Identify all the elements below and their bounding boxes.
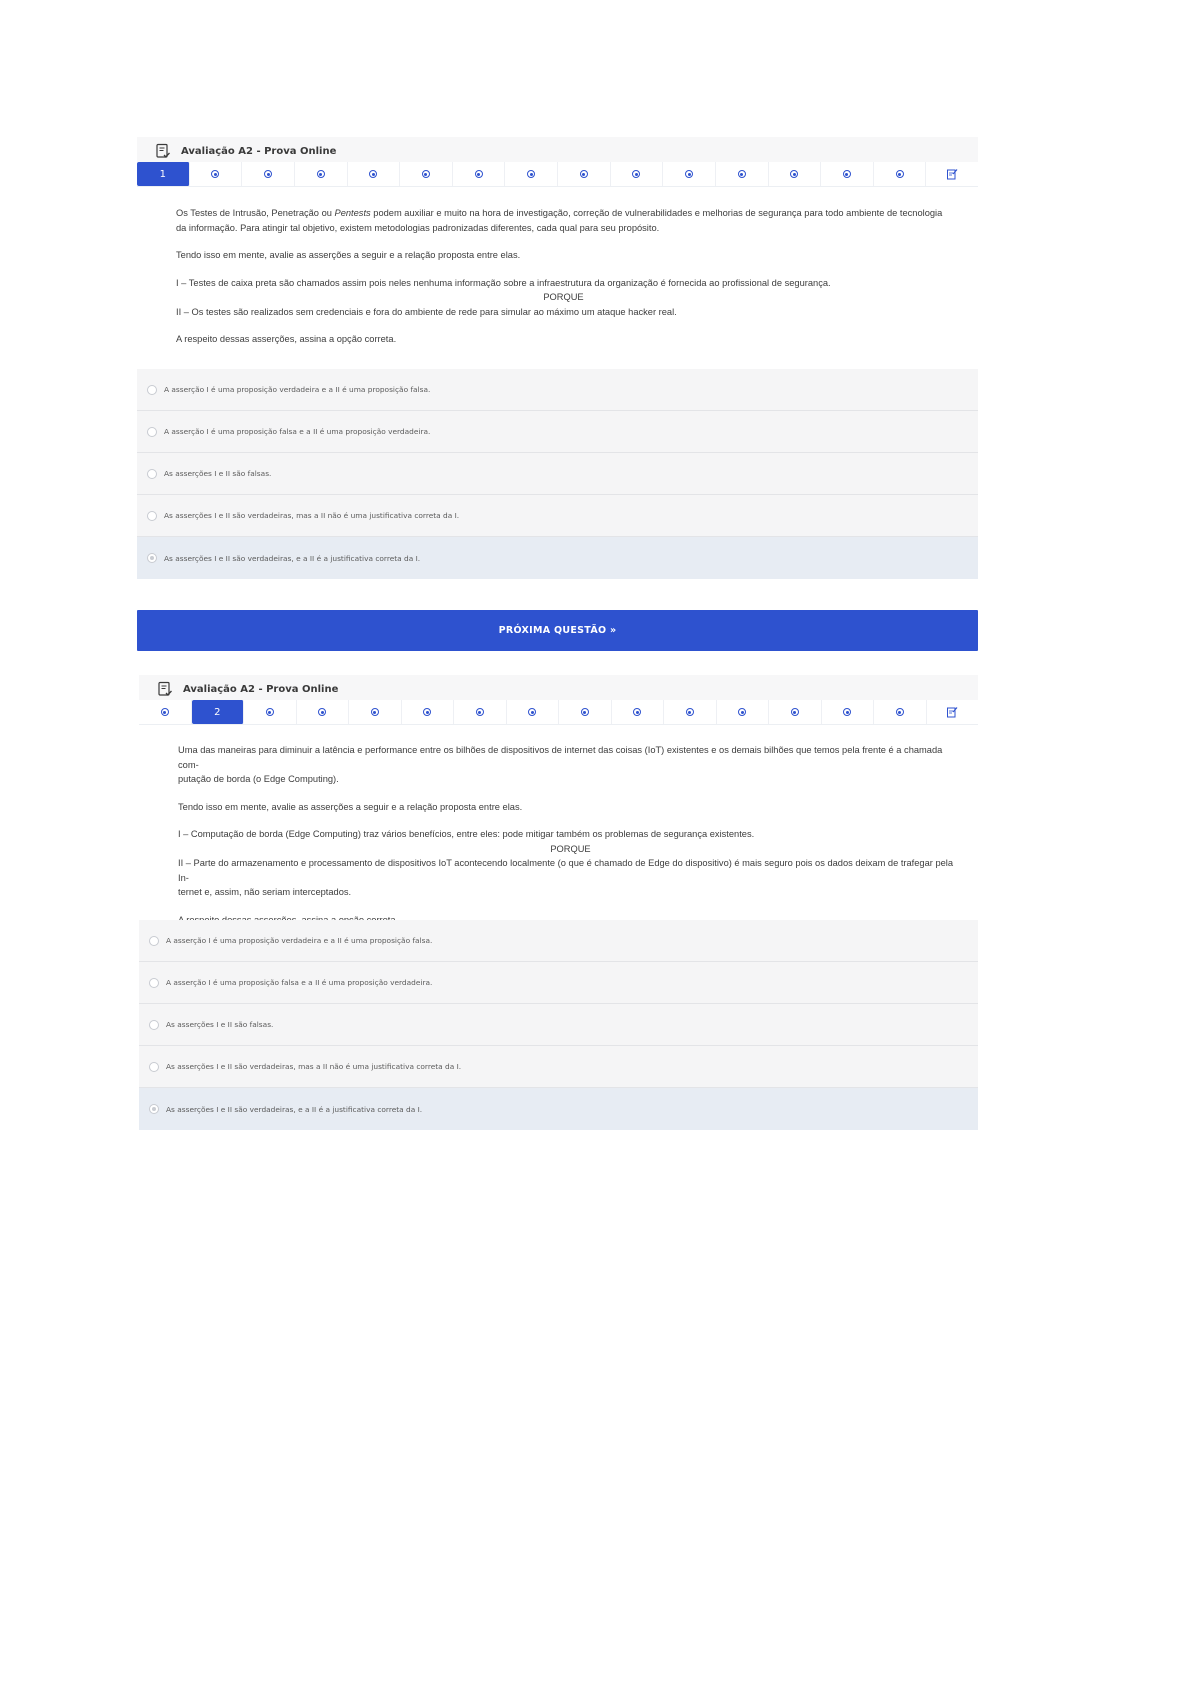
intro-text: Os Testes de Intrusão, Penetração ou [176,208,335,218]
option-label: As asserções I e II são verdadeiras, e a II é a justificativa correta da I. [164,553,421,563]
answered-dot-icon [633,708,641,716]
answered-dot-icon [738,708,746,716]
nav-question-11[interactable] [663,162,716,186]
answered-dot-icon [843,170,851,178]
nav-question-8[interactable] [507,700,560,724]
answered-dot-icon [896,170,904,178]
nav-question-1[interactable] [139,700,192,724]
panel-header [137,137,978,165]
assertion-2-cont: ternet e, assim, não seriam interceptados. [178,887,352,897]
option-label: A asserção I é uma proposição falsa e a II é uma proposição verdadeira. [164,427,431,436]
nav-question-6[interactable] [400,162,453,186]
nav-question-15[interactable] [874,162,927,186]
answered-dot-icon [791,708,799,716]
answered-dot-icon [738,170,746,178]
nav-question-12[interactable] [716,162,769,186]
question-panel-2 [139,675,978,1147]
nav-question-9[interactable] [558,162,611,186]
option-label: A asserção I é uma proposição falsa e a II é uma proposição verdadeira. [166,978,433,987]
answer-option-e[interactable] [137,537,978,579]
question-intro: Uma das maneiras para diminuir a latência e performance entre os bilhões de dispositivos de internet das coisas (IoT) existentes e os demais bilhões que temos pela frente é a chamada com- [178,745,943,770]
radio-icon[interactable] [149,936,159,946]
answered-dot-icon [266,708,274,716]
page-title: Avaliação A2 - Prova Online [183,683,339,695]
answered-dot-icon [527,170,535,178]
answered-dot-icon [423,708,431,716]
answer-option-d[interactable] [137,495,978,537]
question-statement [176,206,951,347]
nav-question-10[interactable] [612,700,665,724]
nav-question-15[interactable] [874,700,927,724]
question-closing: A respeito dessas asserções, assina a opção correta. [176,334,397,344]
page-title: Avaliação A2 - Prova Online [181,145,337,157]
answered-dot-icon [685,170,693,178]
option-label: As asserções I e II são falsas. [166,1020,274,1029]
nav-question-3[interactable] [244,700,297,724]
option-label: A asserção I é uma proposição verdadeira e a II é uma proposição falsa. [164,385,431,394]
nav-question-8[interactable] [505,162,558,186]
nav-question-6[interactable] [402,700,455,724]
answer-options [139,920,978,1130]
assertion-2: II – Os testes são realizados sem credenciais e fora do ambiente de rede para simular ao máximo um ataque hacker real. [176,306,677,317]
radio-icon[interactable] [149,1020,159,1030]
next-question-button[interactable]: PRÓXIMA QUESTÃO » [137,610,978,651]
answered-dot-icon [161,708,169,716]
radio-icon[interactable] [147,469,157,479]
nav-question-7[interactable] [453,162,506,186]
nav-question-5[interactable] [348,162,401,186]
nav-question-5[interactable] [349,700,402,724]
nav-question-7[interactable] [454,700,507,724]
nav-question-13[interactable] [769,700,822,724]
radio-icon[interactable] [147,511,157,521]
answered-dot-icon [318,708,326,716]
answer-option-a[interactable] [139,920,978,962]
nav-question-10[interactable] [611,162,664,186]
intro-text-cont: podem auxiliar e muito na hora de investigação, correção de vulnerabilidades e melhorias de segurança para todo ambiente de tecnologia da informação. Para atingir tal objetivo, existem metodologias padronizadas diferentes, cada qual para seu propósito. [176,208,943,233]
radio-icon[interactable] [147,427,157,437]
nav-question-9[interactable] [559,700,612,724]
answered-dot-icon [581,708,589,716]
answer-options [137,369,978,579]
nav-question-13[interactable] [769,162,822,186]
option-label: A asserção I é uma proposição verdadeira e a II é uma proposição falsa. [166,936,433,945]
answer-option-d[interactable] [139,1046,978,1088]
question-instruction: Tendo isso em mente, avalie as asserções a seguir e a relação proposta entre elas. [178,801,523,812]
answered-dot-icon [790,170,798,178]
answered-dot-icon [528,708,536,716]
question-statement [178,743,963,927]
radio-selected-icon[interactable] [147,553,157,563]
assertion-1: I – Computação de borda (Edge Computing) traz vários benefícios, entre eles: pode mitigar também os problemas de segurança existentes. [178,829,755,839]
assertion-connector: PORQUE [550,843,591,854]
answered-dot-icon [580,170,588,178]
nav-question-11[interactable] [664,700,717,724]
option-label: As asserções I e II são verdadeiras, mas a II não é uma justificativa correta da I. [166,1062,462,1071]
answered-dot-icon [476,708,484,716]
assertion-connector: PORQUE [543,292,584,302]
question-panel-1 [137,137,978,597]
question-intro [176,206,951,235]
assertion-2: II – Parte do armazenamento e processamento de dispositivos IoT acontecendo localmente (o que é chamado de Edge do dispositivo) é mais seguro pois os dados deixam de trafegar pela In- [178,858,954,883]
answer-option-c[interactable] [137,453,978,495]
edit-note-icon [946,706,958,718]
answered-dot-icon [211,170,219,178]
answer-option-b[interactable] [137,411,978,453]
answer-option-e[interactable] [139,1088,978,1130]
panel-header [139,675,978,703]
answered-dot-icon [422,170,430,178]
nav-question-12[interactable] [717,700,770,724]
nav-question-2[interactable] [190,162,243,186]
answer-option-c[interactable] [139,1004,978,1046]
nav-question-14[interactable] [821,162,874,186]
answered-dot-icon [896,708,904,716]
radio-icon[interactable] [149,1062,159,1072]
checklist-doc-icon [157,681,173,697]
radio-selected-icon[interactable] [149,1104,159,1114]
nav-question-1[interactable]: 1 [137,162,190,186]
option-label: As asserções I e II são falsas. [164,469,272,478]
checklist-doc-icon [155,143,171,159]
answer-option-a[interactable] [137,369,978,411]
nav-question-14[interactable] [822,700,875,724]
nav-question-4[interactable] [295,162,348,186]
nav-finish[interactable] [926,162,978,186]
answered-dot-icon [371,708,379,716]
radio-icon[interactable] [149,978,159,988]
answered-dot-icon [843,708,851,716]
nav-question-2[interactable]: 2 [192,700,245,724]
nav-finish[interactable] [927,700,979,724]
nav-question-3[interactable] [242,162,295,186]
edit-note-icon [946,168,958,180]
answered-dot-icon [475,170,483,178]
answered-dot-icon [317,170,325,178]
answer-option-b[interactable] [139,962,978,1004]
assertion-1: I – Testes de caixa preta são chamados assim pois neles nenhuma informação sobre a infraestrutura da organização é fornecida ao profissional de segurança. [176,277,831,288]
answered-dot-icon [369,170,377,178]
answered-dot-icon [264,170,272,178]
option-label: As asserções I e II são verdadeiras, mas a II não é uma justificativa correta da I. [164,511,460,520]
question-intro-cont: putação de borda (o Edge Computing). [178,774,339,784]
question-navigator [137,162,978,187]
question-instruction: Tendo isso em mente, avalie as asserções a seguir e a relação proposta entre elas. [176,250,521,260]
option-label: As asserções I e II são verdadeiras, e a II é a justificativa correta da I. [166,1104,423,1114]
question-navigator [139,700,978,725]
nav-question-4[interactable] [297,700,350,724]
radio-icon[interactable] [147,385,157,395]
answered-dot-icon [632,170,640,178]
answered-dot-icon [686,708,694,716]
intro-emphasis: Pentests [334,208,371,218]
